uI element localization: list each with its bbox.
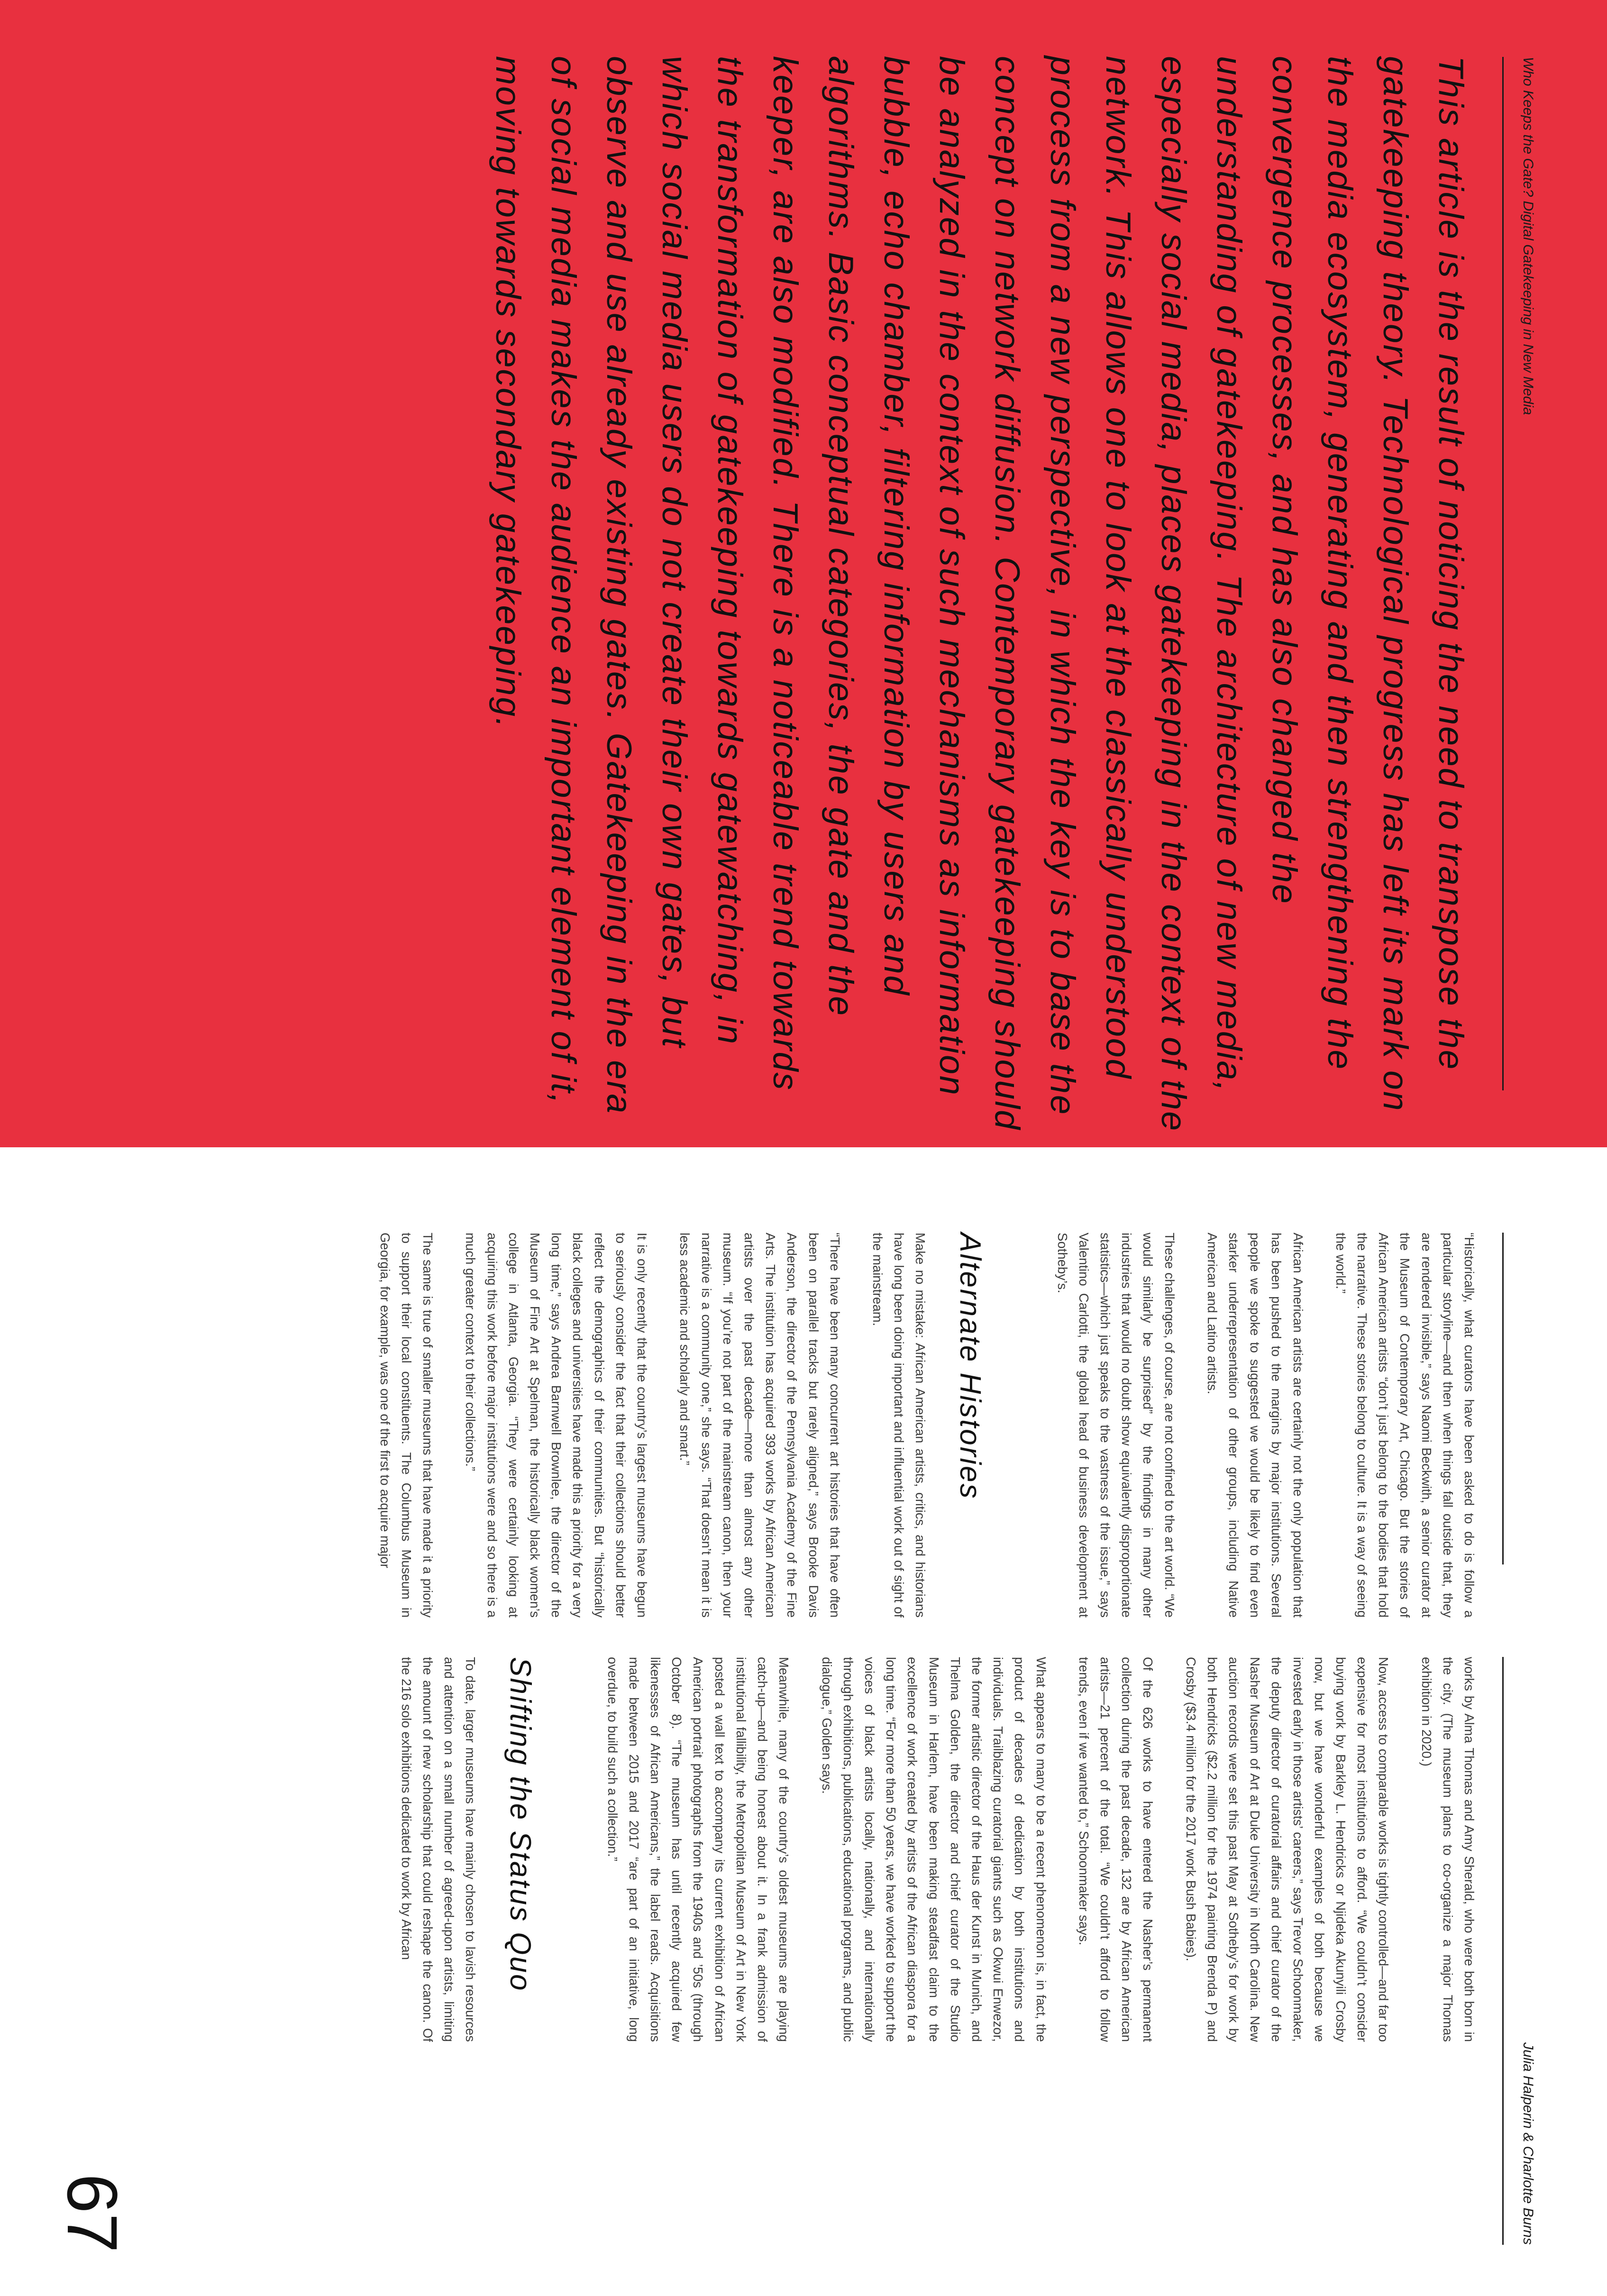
- header-rule-right: [1502, 1657, 1504, 2245]
- paragraph: It is only recently that the country’s largest museums have begun to seriously consider the fact that their collections should better reflect the demographics of their communities. But “historically black colleges and universities have made this a priority for a very long time,” says Andrea Barnwell Brownlee, the director of the Museum of Fine Art at Spelman, the historically black women’s college in Atlanta, Georgia. “They were certainly looking at acquiring this work before major institutions were and so there is a much greater context to their collections.”: [463, 1233, 650, 1618]
- paragraph: Of the 626 works to have entered the Nasher’s permanent collection during the past decade, 132 are by African American artists—21 percent of the total. “We couldn’t afford to follow trends, even if we wanted to,” Schoonmaker says.: [1076, 1657, 1156, 2042]
- section-heading: Alternate Histories: [954, 1233, 987, 1500]
- article-column-right: [374, 1657, 1480, 2042]
- paragraph: “There have been many concurrent art histories that have often been on parallel tracks but rarely aligned,” says Brooke Davis Anderson, the director of the Pennsylvania Academy of the Fine Arts. The institution has acquired 393 works by African American artists over the past decade—more than almost any other museum. “If you’re not part of the mainstream canon, then your narrative is a community one,” she says. “That doesn’t mean it is less academic and scholarly and smart.”: [677, 1233, 842, 1618]
- paragraph: works by Alma Thomas and Amy Sherald, who were both born in the city. (The museum plans to co-organize a major Thomas exhibition in 2020.): [1419, 1657, 1477, 2042]
- paragraph: “Historically, what curators have been asked to do is follow a particular storyline—and then when things fall outside that, they are rendered invisible,” says Naomi Beckwith, a senior curator at the Museum of Contemporary Art, Chicago. But the stories of African American artists “don’t just belong to the bodies that hold the narrative. These stories belong to culture. It is a way of seeing the world.”: [1333, 1233, 1477, 1618]
- header-rule-left: [1502, 1233, 1504, 1564]
- paragraph: African American artists are certainly not the only population that has been pushed to the margins by major institutions. Several people we spoke to suggested we would be likely to find even starker underrepresentation of other groups, including Native American and Latino artists.: [1205, 1233, 1306, 1618]
- paragraph: What appears to many to be a recent phenomenon is, in fact, the product of decades of dedication by both institutions and individuals. Trailblazing curatorial giants such as Okwui Enwezor, the former artistic director of the Haus der Kunst in Munich, and Thelma Golden, the director and chief curator of the Studio Museum in Harlem, have been making steadfast claim to the excellence of work created by artists of the African diaspora for a long time. “For more than 50 years, we have worked to support the voices of black artists locally, nationally, and internationally through exhibitions, publications, educational programs, and public dialogue,” Golden says.: [819, 1657, 1049, 2042]
- abstract-text: This article is the result of noticing the need to transpose the gatekeeping theory. Technological progress has left its mark on the media ecosystem, generating and then strengthening the convergence processes, and has also changed the understanding of gatekeeping. The architecture of new media, especially social media, places gatekeeping in the context of the network. This allows one to look at the classically understood process from a new perspective, in which the key is to base the concept on network diffusion. Contemporary gatekeeping should be analyzed in the context of such mechanisms as information bubble, echo chamber, filtering information by users and algorithms. Basic conceptual categories, the gate and the keeper, are also modified. There is a noticeable trend towards the transformation of gatekeeping towards gatewatching, in which social media users do not create their own gates, but observe and use already existing gates. Gatekeeping in the era of social media makes the audience an important element of it, moving towards secondary gatekeeping.: [489, 56, 1471, 1132]
- abstract-panel: [0, 0, 1607, 1147]
- running-title: Who Keeps the Gate? Digital Gatekeeping in New Media: [1520, 57, 1536, 415]
- paragraph: Make no mistake: African American artists, critics, and historians have long been doing important and influential work out of sight of the mainstream.: [870, 1233, 928, 1618]
- section-heading: Shifting the Status Quo: [504, 1657, 537, 1992]
- author-byline: Julia Halperin & Charlotte Burns: [1520, 2042, 1536, 2245]
- article-column-left: [353, 1233, 1480, 1618]
- header-rule: [1502, 57, 1504, 1090]
- paragraph: These challenges, of course, are not confined to the art world. “We would similarly be surprised” by the findings in many other industries that would no doubt show equivalently disproportionate statistics—which just speaks to the vastness of the issue,” says Valentino Carlotti, the global head of business development at Sotheby’s.: [1055, 1233, 1177, 1618]
- paragraph: Now, access to comparable works is tightly controlled—and far too expensive for most institutions to afford. “We couldn’t consider buying work by Barkley L. Hendricks or Njideka Akunyili Crosby now, but we have wonderful examples of both because we invested early in those artists’ careers,” says Trevor Schoonmaker, the deputy director of curatorial affairs and chief curator of the Nasher Museum of Art at Duke University in North Carolina. New auction records were set this past May at Sotheby’s for work by both Hendricks ($2.2 million for the 1974 painting Brenda P) and Crosby ($3.4 million for the 2017 work Bush Babies).: [1183, 1657, 1391, 2042]
- paragraph: The same is true of smaller museums that have made it a priority to support their local constituents. The Columbus Museum in Georgia, for example, was one of the first to acquire major: [377, 1233, 436, 1618]
- paragraph: To date, larger museums have mainly chosen to lavish resources and attention on a small number of agreed-upon artists, limiting the amount of new scholarship that could reshape the canon. Of the 216 solo exhibitions dedicated to work by African: [399, 1657, 478, 2042]
- paragraph: Meanwhile, many of the country’s oldest museums are playing catch-up—and being honest about it. In a frank admission of institutional fallibility, the Metropolitan Museum of Art in New York posted a wall text to accompany its current exhibition of African American portrait photographs from the 1940s and ’50s (through October 8). “The museum has until recently acquired few likenesses of African Americans,” the label reads. Acquisitions made between 2015 and 2017 “are part of an initiative, long overdue, to build such a collection.”: [605, 1657, 792, 2042]
- page-number: 67: [53, 2174, 132, 2253]
